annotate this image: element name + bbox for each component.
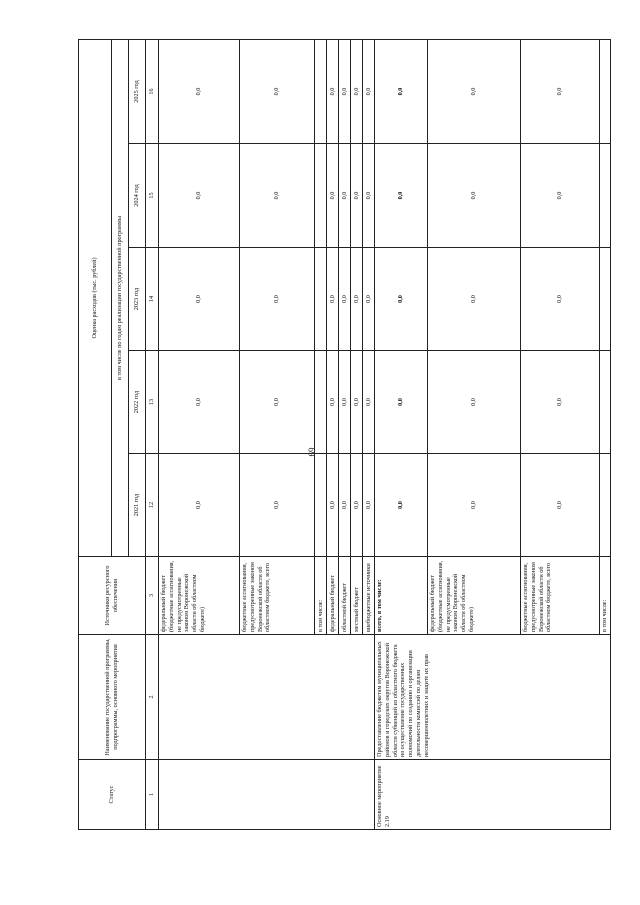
table-row: [375, 39, 428, 829]
col-number: 15: [146, 144, 159, 248]
header-year-2023: 2023 год: [129, 248, 146, 351]
value-cell: 0,0: [159, 144, 240, 248]
value-cell: 0,0: [240, 351, 315, 454]
value-cell: 0,0: [363, 454, 375, 557]
header-year-2021: 2021 год: [129, 454, 146, 557]
value-cell: 0,0: [363, 144, 375, 248]
header-estimate: Оценка расходов (тыс. рублей): [79, 39, 112, 556]
budget-table: [78, 39, 611, 830]
table-row: [159, 39, 240, 829]
value-cell: 0,0: [351, 248, 363, 351]
status-cell-empty: [159, 760, 375, 830]
value-cell: 0,0: [240, 39, 315, 143]
header-year-2025: 2025 год: [129, 39, 146, 143]
value-cell: 0,0: [428, 351, 521, 454]
status-cell: Основное мероприятие 2.19: [375, 760, 611, 830]
value-cell: 0,0: [363, 248, 375, 351]
value-cell: 0,0: [428, 144, 521, 248]
event-name-cell: Предоставление бюджетам муниципальных районов и городских округов Воронежской области субвенций из областного бюджета на осуществление государственных полномочий по созданию и организации деятельности комиссий по делам несовершеннолетних и защите их прав: [375, 635, 611, 760]
header-by-years: в том числе по годам реализации государственной программы: [112, 39, 129, 556]
value-cell: 0,0: [428, 248, 521, 351]
value-cell: 0,0: [351, 39, 363, 143]
header-source: Источники ресурсного обеспечения: [79, 557, 146, 635]
value-cell: 0,0: [339, 454, 351, 557]
header-year-2024: 2024 год: [129, 144, 146, 248]
source-cell: бюджетные ассигнования, предусмотренные законом Воронежской области об областном бюджете, всего: [521, 557, 600, 635]
header-year-2022: 2022 год: [129, 351, 146, 454]
value-cell: 0,0: [375, 454, 428, 557]
value-cell: 0,0: [375, 248, 428, 351]
col-number: 14: [146, 248, 159, 351]
value-cell: 0,0: [339, 248, 351, 351]
value-cell: 0,0: [375, 39, 428, 143]
value-cell: 0,0: [327, 39, 339, 143]
value-cell: 0,0: [327, 454, 339, 557]
value-cell: 0,0: [240, 144, 315, 248]
col-number: 13: [146, 351, 159, 454]
col-number: 3: [146, 557, 159, 635]
source-cell: федеральный бюджет: [327, 557, 339, 635]
page-number: 69: [307, 447, 317, 457]
value-cell: 0,0: [521, 39, 600, 143]
value-cell: 0,0: [375, 351, 428, 454]
value-cell: 0,0: [159, 248, 240, 351]
name-cell-empty: [159, 635, 375, 760]
value-cell: 0,0: [428, 454, 521, 557]
value-cell: 0,0: [327, 351, 339, 454]
value-cell: 0,0: [339, 144, 351, 248]
value-cell: 0,0: [428, 39, 521, 143]
value-cell: 0,0: [240, 248, 315, 351]
value-cell: 0,0: [521, 351, 600, 454]
value-cell: 0,0: [351, 454, 363, 557]
source-cell-total: всего, в том числе:: [375, 557, 428, 635]
source-cell: в том числе:: [600, 557, 611, 635]
value-cell: 0,0: [521, 454, 600, 557]
source-cell: областной бюджет: [339, 557, 351, 635]
source-cell: бюджетные ассигнования, предусмотренные законом Воронежской области об областном бюджете, всего: [240, 557, 315, 635]
header-name: Наименование государственной программы, подпрограммы, основного мероприятия: [79, 635, 146, 760]
value-cell: 0,0: [327, 144, 339, 248]
source-cell: федеральный бюджет (бюджетные ассигнования, не предусмотренные законом Воронежской области об областном бюджете): [428, 557, 521, 635]
col-number: 12: [146, 454, 159, 557]
value-cell: 0,0: [159, 39, 240, 143]
source-cell: местный бюджет: [351, 557, 363, 635]
value-cell: 0,0: [363, 39, 375, 143]
value-cell: 0,0: [351, 351, 363, 454]
value-cell: 0,0: [159, 454, 240, 557]
col-number: 2: [146, 635, 159, 760]
value-cell: 0,0: [240, 454, 315, 557]
value-cell: 0,0: [363, 351, 375, 454]
source-cell: внебюджетные источники: [363, 557, 375, 635]
value-cell: 0,0: [521, 144, 600, 248]
value-cell: 0,0: [351, 144, 363, 248]
header-status: Статус: [79, 760, 146, 830]
rotated-table-page: [78, 40, 608, 830]
col-number: 16: [146, 39, 159, 143]
value-cell: 0,0: [159, 351, 240, 454]
value-cell: 0,0: [339, 351, 351, 454]
source-cell: в том числе:: [315, 557, 327, 635]
source-cell: федеральный бюджет (бюджетные ассигнования, не предусмотренные законом Воронежской области об областном бюджете): [159, 557, 240, 635]
value-cell: 0,0: [327, 248, 339, 351]
value-cell: 0,0: [375, 144, 428, 248]
value-cell: 0,0: [521, 248, 600, 351]
value-cell: 0,0: [339, 39, 351, 143]
col-number: 1: [146, 760, 159, 830]
